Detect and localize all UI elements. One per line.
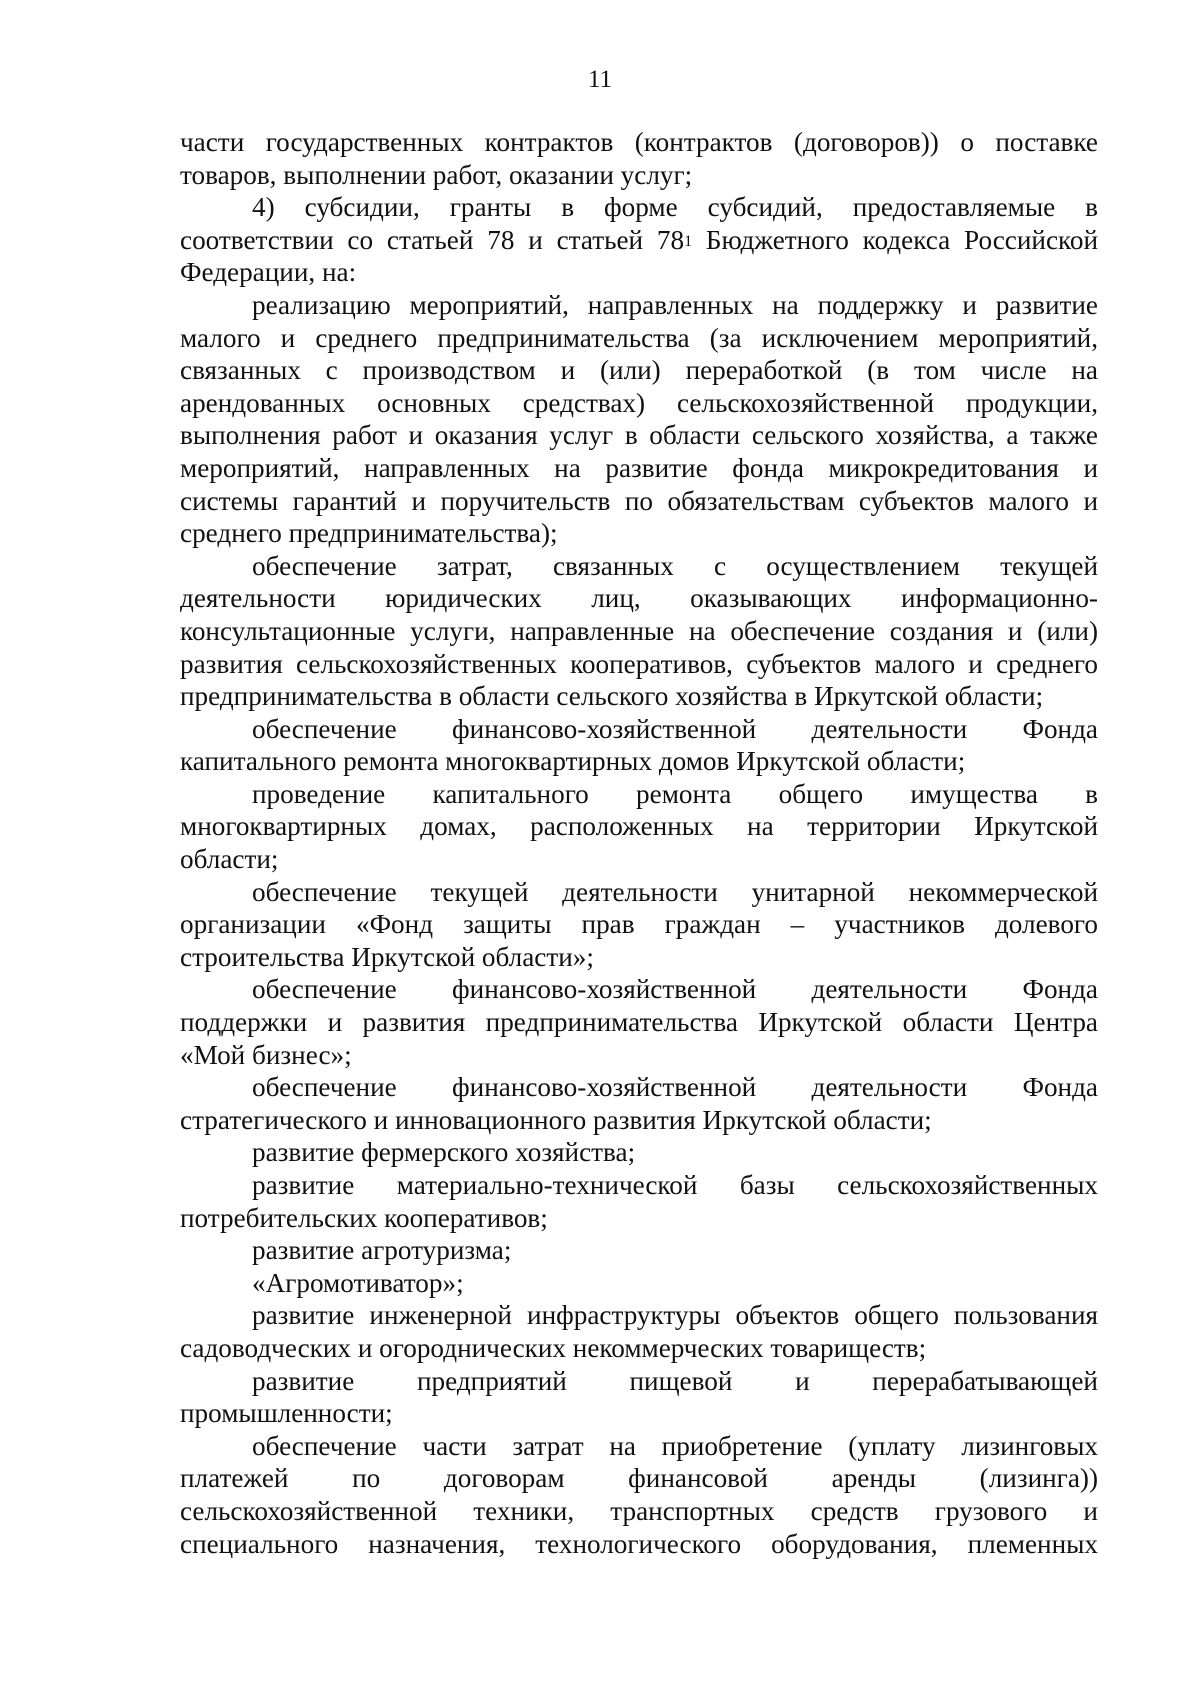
text-line: обеспечение финансово-хозяйственной деятельности Фонда [252, 974, 1098, 1005]
text-line: обеспечение затрат, связанных с осуществлением текущей [252, 550, 1098, 581]
paragraph-subsidies [180, 191, 1098, 289]
text-line: связанных с производством и (или) переработкой (в том числе на [180, 355, 1098, 386]
text-line: стратегического и инновационного развития Иркутской области; [180, 1104, 932, 1135]
text-line: системы гарантий и поручительств по обязательствам субъектов малого и [180, 485, 1098, 516]
text-fragment: Бюджетного кодекса Российской [692, 224, 1098, 255]
text-line: развитие инженерной инфраструктуры объектов общего пользования [252, 1300, 1098, 1331]
paragraph-capital-repair [180, 778, 1098, 876]
text-line: промышленности; [180, 1398, 393, 1429]
text-line: развитие фермерского хозяйства; [252, 1137, 636, 1168]
text-line: обеспечение текущей деятельности унитарной некоммерческой [252, 876, 1098, 907]
text-line: поддержки и развития предпринимательства Иркутской области Центра [180, 1007, 1098, 1038]
paragraph-business-fund [180, 973, 1098, 1071]
text-line: организации «Фонд защиты прав граждан – участников долевого [180, 909, 1098, 940]
paragraph-small-business [180, 289, 1098, 550]
text-line: потребительских кооперативов; [180, 1202, 548, 1233]
text-line: развитие агротуризма; [252, 1235, 512, 1266]
paragraph-agromotivator [180, 1267, 1098, 1300]
text-line [180, 224, 1098, 257]
text-line: обеспечение части затрат на приобретение (уплату лизинговых [252, 1430, 1098, 1461]
text-line: консультационные услуги, направленные на обеспечение создания и (или) [180, 615, 1098, 646]
paragraph-farming [180, 1136, 1098, 1169]
text-line: развитие материально-технической базы сельскохозяйственных [252, 1170, 1098, 1200]
text-line: «Агромотиватор»; [252, 1267, 464, 1298]
text-line: многоквартирных домах, расположенных на территории Иркутской [180, 811, 1098, 842]
paragraph-food-industry [180, 1365, 1098, 1430]
text-line: товаров, выполнении работ, оказании услуг; [180, 159, 693, 190]
paragraph-contracts [180, 126, 1098, 191]
text-line: развития сельскохозяйственных кооперативов, субъектов малого и среднего [180, 648, 1098, 679]
paragraph-rights-fund [180, 876, 1098, 974]
text-line: 4) субсидии, гранты в форме субсидий, предоставляемые в [252, 192, 1098, 223]
document-body [180, 126, 1098, 1560]
superscript: 1 [684, 232, 693, 250]
text-line: проведение капитального ремонта общего имущества в [252, 778, 1098, 809]
text-line: развитие предприятий пищевой и перерабатывающей [252, 1365, 1098, 1396]
text-line: деятельности юридических лиц, оказывающих информационно- [180, 583, 1098, 614]
text-line: садоводческих и огороднических некоммерческих товариществ; [180, 1332, 927, 1363]
text-line: части государственных контрактов (контрактов (договоров)) о поставке [180, 127, 1098, 157]
page-number: 11 [587, 66, 613, 93]
text-line: Федерации, на: [180, 257, 357, 288]
paragraph-agrotourism [180, 1234, 1098, 1267]
text-line: малого и среднего предпринимательства (за исключением мероприятий, [180, 322, 1098, 353]
text-line: специального назначения, технологического оборудования, племенных [180, 1528, 1098, 1559]
text-line: предпринимательства в области сельского хозяйства в Иркутской области; [180, 681, 1044, 712]
text-line: реализацию мероприятий, направленных на поддержку и развитие [252, 289, 1098, 320]
text-fragment: соответствии со статьей 78 и статьей 78 [180, 224, 685, 255]
text-line: капитального ремонта многоквартирных домов Иркутской области; [180, 746, 966, 777]
paragraph-consulting [180, 550, 1098, 713]
text-line: среднего предпринимательства); [180, 518, 558, 549]
text-line: области; [180, 844, 279, 875]
paragraph-infrastructure [180, 1299, 1098, 1364]
text-line: платежей по договорам финансовой аренды (лизинга)) [180, 1463, 1098, 1494]
text-line: строительства Иркутской области»; [180, 941, 594, 972]
paragraph-leasing [180, 1430, 1098, 1560]
paragraph-innovation-fund [180, 1071, 1098, 1136]
text-line: выполнения работ и оказания услуг в области сельского хозяйства, а также [180, 420, 1098, 451]
text-line: обеспечение финансово-хозяйственной деятельности Фонда [252, 1072, 1098, 1103]
text-line: сельскохозяйственной техники, транспортных средств грузового и [180, 1495, 1098, 1526]
paragraph-cooperatives [180, 1169, 1098, 1234]
text-line: мероприятий, направленных на развитие фонда микрокредитования и [180, 452, 1098, 483]
text-line: обеспечение финансово-хозяйственной деятельности Фонда [252, 713, 1098, 744]
text-line: арендованных основных средствах) сельскохозяйственной продукции, [180, 387, 1098, 418]
paragraph-repair-fund [180, 713, 1098, 778]
text-line: «Мой бизнес»; [180, 1039, 352, 1070]
